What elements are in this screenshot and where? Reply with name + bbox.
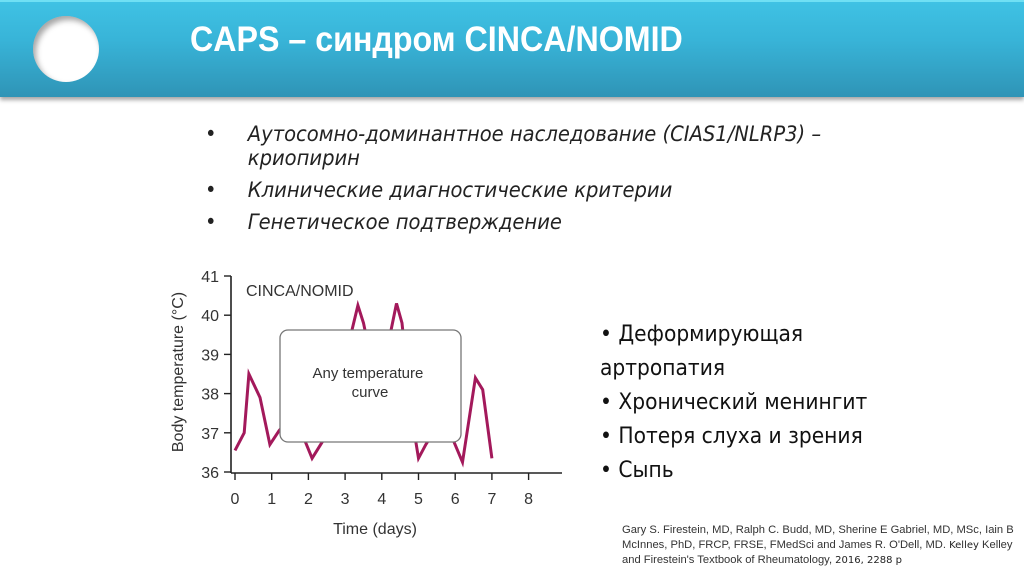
citation-year-pages: 2016, 2288 p	[835, 555, 902, 566]
symptom-item: • Потеря слуха и зрения	[600, 424, 863, 449]
symptom-item: • Хронический менингит	[600, 390, 868, 415]
x-ticks	[231, 473, 534, 508]
x-tick-label: 0	[230, 491, 240, 508]
bullet-genetic-confirmation: • Генетическое подтверждение	[205, 210, 562, 234]
x-tick-label: 1	[267, 491, 277, 508]
x-tick-label: 3	[340, 491, 350, 508]
y-tick-label: 38	[201, 386, 219, 404]
annotation-text: Any temperature curve	[312, 365, 424, 401]
symptom-item: артропатия	[600, 356, 726, 381]
symptoms-list	[600, 318, 960, 488]
y-tick-label: 37	[201, 425, 219, 443]
symptom-item: • Деформирующая	[600, 322, 804, 347]
bullet-icon: •	[205, 210, 217, 234]
y-tick-label: 36	[201, 465, 219, 482]
x-tick-label: 5	[414, 491, 423, 508]
chart-title: CINCA/NOMID	[246, 283, 354, 300]
y-tick-label: 41	[201, 269, 219, 286]
x-tick-label: 8	[524, 491, 534, 508]
bullet-icon: •	[205, 178, 217, 202]
y-tick-label: 39	[201, 347, 219, 365]
x-tick-label: 6	[450, 491, 460, 508]
citation	[622, 523, 1022, 568]
y-tick-label: 40	[201, 308, 219, 326]
y-axis-label: Body temperature (°C)	[170, 291, 187, 453]
bullet-inheritance: • Аутосомно-доминантное наследование (CIAS1/NLRP3) – криопирин	[205, 122, 822, 170]
citation-title-prefix: Kelley	[949, 540, 979, 551]
x-tick-label: 4	[377, 491, 387, 508]
y-ticks	[201, 269, 231, 482]
citation-authors: Gary S. Firestein, MD, Ralph C. Budd, MD, Sherine E Gabriel, MD, MSc, Iain B McInnes, PhD, FRCP, FRSE, FMedSci and James R. O'Dell, MD.	[622, 524, 1014, 551]
citation-title: Kelley and Firestein's Textbook of Rheumatology,	[622, 539, 1013, 566]
bullet-clinical-criteria: • Клинические диагностические критерии	[205, 178, 673, 202]
x-tick-label: 7	[487, 491, 497, 508]
x-tick-label: 2	[303, 491, 313, 508]
slide-title: CAPS – синдром CINCA/NOMID	[190, 20, 683, 59]
symptom-item: • Сыпь	[600, 458, 674, 483]
x-axis-label: Time (days)	[333, 521, 417, 538]
bullet-icon: •	[205, 122, 217, 146]
